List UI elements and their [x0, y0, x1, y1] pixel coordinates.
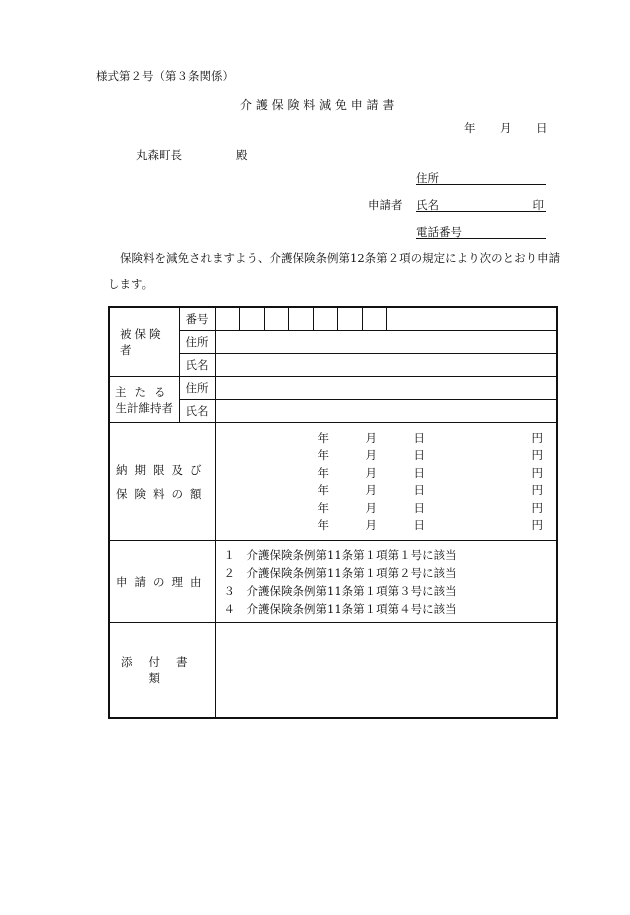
amount-year-label: 年	[317, 448, 329, 463]
amount-cell[interactable]	[215, 423, 557, 541]
applicant-label: 申請者	[368, 198, 403, 212]
supporter-label-1: 主たる	[115, 384, 174, 399]
reason-cell	[215, 541, 557, 623]
date-month: 月	[500, 121, 512, 135]
amount-row	[216, 464, 557, 482]
amount-year-label: 年	[317, 500, 329, 515]
amount-day-label: 日	[413, 465, 425, 480]
insured-name-field[interactable]	[215, 354, 557, 377]
amount-yen-label: 円	[531, 430, 543, 445]
insured-label: 被保険者	[120, 327, 164, 357]
addressee-honorific: 殿	[236, 148, 248, 162]
amount-month-label: 月	[365, 465, 377, 480]
amount-year-label: 年	[317, 430, 329, 445]
attachments-label: 添付書類	[121, 654, 204, 685]
date-year: 年	[464, 121, 476, 135]
insured-label-cell	[109, 307, 179, 377]
number-box[interactable]	[363, 308, 388, 330]
amount-day-label: 日	[413, 500, 425, 515]
insured-number-boxes[interactable]	[215, 307, 557, 331]
reason-option-4[interactable]: ４ 介護保険条例第11条第１項第４号に該当	[223, 602, 457, 616]
application-table	[108, 306, 558, 719]
insured-address-field[interactable]	[215, 331, 557, 354]
amount-month-label: 月	[365, 483, 377, 498]
supporter-label-2: 生計維持者	[115, 400, 173, 415]
number-box[interactable]	[265, 308, 290, 330]
applicant-address-label: 住所	[416, 171, 439, 185]
attachments-field[interactable]	[215, 623, 557, 718]
deadline-label-2: 保険料の額	[116, 486, 209, 501]
applicant-phone-line[interactable]	[416, 224, 546, 239]
form-number: 様式第２号（第３条関係）	[96, 69, 234, 83]
page-title: 介 護 保 険 料 減 免 申 請 書	[240, 98, 395, 112]
amount-yen-label: 円	[531, 483, 543, 498]
insured-address-label: 住所	[179, 331, 215, 354]
insured-name-label: 氏名	[179, 354, 215, 377]
reason-label: 申請の理由	[116, 574, 209, 589]
number-box[interactable]	[289, 308, 314, 330]
amount-month-label: 月	[365, 448, 377, 463]
attachments-label-cell	[109, 623, 215, 718]
amount-yen-label: 円	[531, 448, 543, 463]
supporter-address-field[interactable]	[215, 377, 557, 400]
applicant-address-line[interactable]	[416, 170, 546, 185]
amount-day-label: 日	[413, 518, 425, 533]
amount-year-label: 年	[317, 465, 329, 480]
number-box[interactable]	[338, 308, 363, 330]
deadline-label-1: 納期限及び	[116, 462, 209, 477]
date-day: 日	[536, 121, 548, 135]
amount-day-label: 日	[413, 483, 425, 498]
seal-mark: 印	[532, 198, 544, 212]
amount-year-label: 年	[317, 518, 329, 533]
number-box[interactable]	[216, 308, 241, 330]
applicant-phone-label: 電話番号	[416, 225, 462, 239]
amount-month-label: 月	[365, 500, 377, 515]
amount-yen-label: 円	[531, 465, 543, 480]
reason-option-2[interactable]: ２ 介護保険条例第11条第１項第２号に該当	[223, 566, 457, 580]
amount-row	[216, 429, 557, 447]
amount-yen-label: 円	[531, 518, 543, 533]
reason-label-cell	[109, 541, 215, 623]
amount-month-label: 月	[365, 518, 377, 533]
applicant-name-line[interactable]	[416, 197, 546, 212]
amount-yen-label: 円	[531, 500, 543, 515]
body-text-line-1: 保険料を減免されますよう、介護保険条例第12条第２項の規定により次のとおり申請	[120, 251, 561, 265]
supporter-name-label: 氏名	[179, 400, 215, 423]
reason-option-1[interactable]: １ 介護保険条例第11条第１項第１号に該当	[223, 548, 457, 562]
deadline-label-cell	[109, 423, 215, 541]
amount-row	[216, 447, 557, 465]
amount-row	[216, 482, 557, 500]
amount-rows	[216, 429, 557, 534]
amount-month-label: 月	[365, 430, 377, 445]
number-box[interactable]	[240, 308, 265, 330]
number-box[interactable]	[314, 308, 339, 330]
amount-year-label: 年	[317, 483, 329, 498]
amount-row	[216, 499, 557, 517]
supporter-address-label: 住所	[179, 377, 215, 400]
applicant-name-label: 氏名	[416, 198, 439, 212]
amount-row	[216, 517, 557, 535]
body-text-line-2: します。	[108, 277, 154, 291]
supporter-name-field[interactable]	[215, 400, 557, 423]
amount-day-label: 日	[413, 448, 425, 463]
addressee-name: 丸森町長	[136, 148, 182, 162]
number-label: 番号	[179, 307, 215, 331]
reason-option-3[interactable]: ３ 介護保険条例第11条第１項第３号に該当	[223, 584, 457, 598]
supporter-label-cell	[109, 377, 179, 423]
amount-day-label: 日	[413, 430, 425, 445]
